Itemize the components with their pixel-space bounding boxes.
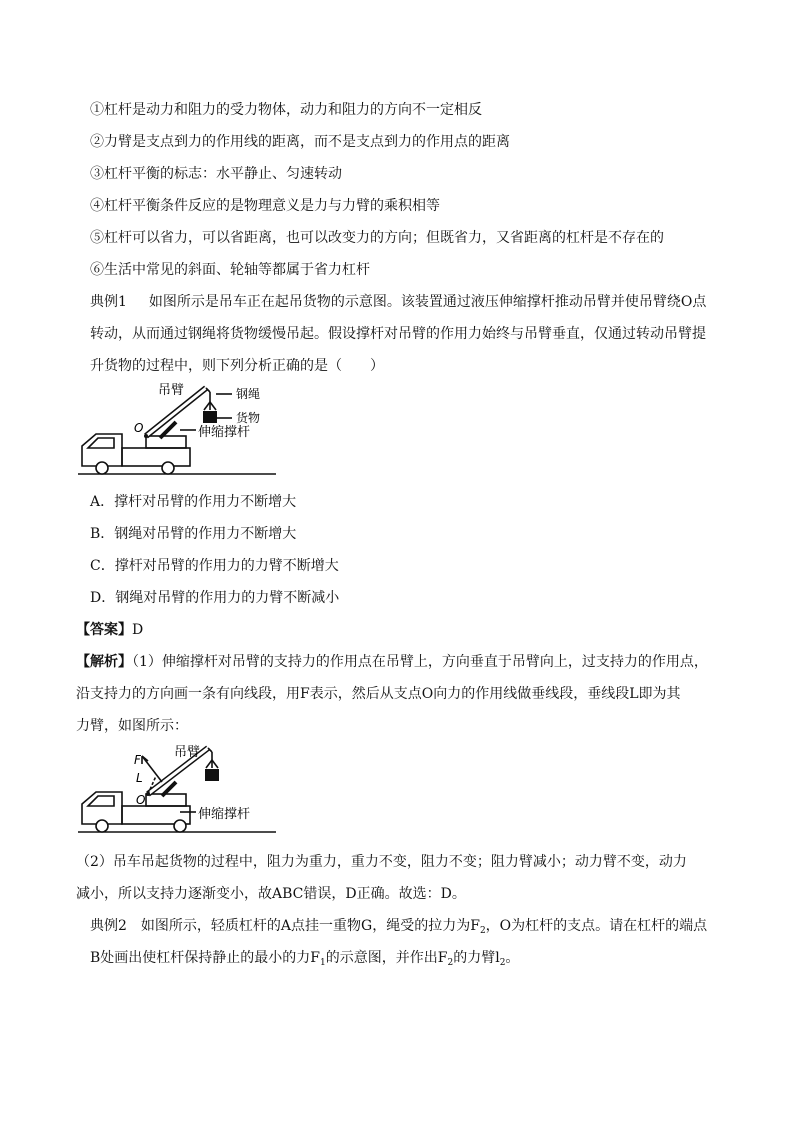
analysis-line2: 沿支持力的方向画一条有向线段，用F表示，然后从支点O向力的作用线做垂线段，垂线段L即为其 xyxy=(76,686,681,702)
label-force: F xyxy=(134,753,141,767)
label-pivot: O xyxy=(136,793,146,807)
analysis-line4: （2）吊车吊起货物的过程中，阻力为重力，重力不变，阻力不变；阻力臂减小；动力臂不变，动力 xyxy=(76,854,687,870)
example2-sub-1: 2 xyxy=(479,926,486,936)
label-pivot: O xyxy=(134,421,144,435)
example2-text-b: ，O为杠杆的支点。请在杠杆的端点 xyxy=(485,918,708,934)
example1-text: 如图所示是吊车正在起吊货物的示意图。该装置通过液压伸缩撑杆推动吊臂并使吊臂绕O点 xyxy=(148,294,707,310)
note-3: ③杠杆平衡的标志：水平静止、匀速转动 xyxy=(90,166,342,182)
wheel-rear xyxy=(162,462,174,474)
example2-sub-4: 2 xyxy=(499,958,506,968)
note-2: ②力臂是支点到力的作用线的距离，而不是支点到力的作用点的距离 xyxy=(90,134,510,150)
example1-intro-line2: 转动，从而通过钢绳将货物缓慢吊起。假设撑杆对吊臂的作用力始终与吊臂垂直，仅通过转动吊臂提 xyxy=(90,326,706,342)
label-arm: 吊臂 xyxy=(158,383,185,398)
cargo-box xyxy=(205,769,219,781)
note-4: ④杠杆平衡条件反应的是物理意义是力与力臂的乘积相等 xyxy=(90,198,440,214)
answer-line xyxy=(76,620,794,640)
example2-text-a: 如图所示，轻质杠杆的A点挂一重物G，绳受的拉力为F xyxy=(140,918,480,934)
example2-text-c: B处画出使杠杆保持静止的最小的力F xyxy=(90,950,321,966)
label-cargo: 货物 xyxy=(236,411,261,425)
label-strut: 伸缩撑杆 xyxy=(198,807,251,822)
analysis-text-1: （1）伸缩撑杆对吊臂的支持力的作用点在吊臂上，方向垂直于吊臂向上，过支持力的作用点， xyxy=(132,654,708,670)
crane-figure xyxy=(76,378,296,480)
label-strut: 伸缩撑杆 xyxy=(198,425,251,440)
example2-text-d: 的示意图，并作出F xyxy=(325,950,448,966)
wheel-rear xyxy=(174,820,186,832)
example2-line1 xyxy=(90,916,794,936)
note-6: ⑥生活中常见的斜面、轮轴等都属于省力杠杆 xyxy=(90,262,370,278)
analysis-line3: 力臂，如图所示： xyxy=(76,718,188,734)
label-rope: 钢绳 xyxy=(236,387,261,401)
truck-body xyxy=(122,448,190,466)
crane-base xyxy=(146,794,186,806)
pivot-point xyxy=(146,792,150,796)
force-arrow xyxy=(142,756,162,782)
example2-sub-2: 1 xyxy=(320,958,326,968)
analysis-label: 【解析】 xyxy=(76,654,132,670)
example1-intro-line1 xyxy=(90,292,794,312)
option-c: C．撑杆对吊臂的作用力的力臂不断增大 xyxy=(90,558,339,574)
example2-text-f: 。 xyxy=(505,950,520,966)
answer-label: 【答案】 xyxy=(76,622,132,638)
example2-text-e: 的力臂l xyxy=(453,950,500,966)
option-a: A．撑杆对吊臂的作用力不断增大 xyxy=(90,494,297,510)
crane-base xyxy=(146,436,186,448)
wheel-front xyxy=(96,820,108,832)
example1-intro-line3: 升货物的过程中，则下列分析正确的是（ ） xyxy=(90,358,384,374)
example1-label: 典例1 xyxy=(90,294,127,310)
analysis-line5: 减小，所以支持力逐渐变小，故ABC错误，D正确。故选：D。 xyxy=(76,886,466,902)
note-5: ⑤杠杆可以省力，可以省距离，也可以改变力的方向；但既省力，又省距离的杠杆是不存在的 xyxy=(90,230,664,246)
note-1: ①杠杆是动力和阻力的受力物体，动力和阻力的方向不一定相反 xyxy=(90,102,482,118)
option-d: D．钢绳对吊臂的作用力的力臂不断减小 xyxy=(90,590,340,606)
pivot-point xyxy=(144,434,148,438)
example2-label: 典例2 xyxy=(90,918,127,934)
crane-force-figure xyxy=(76,742,296,838)
label-arm: 吊臂 xyxy=(174,745,201,760)
wheel-front xyxy=(96,462,108,474)
answer-value: D xyxy=(132,622,144,638)
analysis-line1 xyxy=(76,652,794,672)
example2-sub-3: 2 xyxy=(447,958,454,968)
example2-line2 xyxy=(90,948,794,968)
option-b: B．钢绳对吊臂的作用力不断增大 xyxy=(90,526,297,542)
cargo-box xyxy=(203,411,217,423)
label-force-arm: L xyxy=(136,771,143,785)
